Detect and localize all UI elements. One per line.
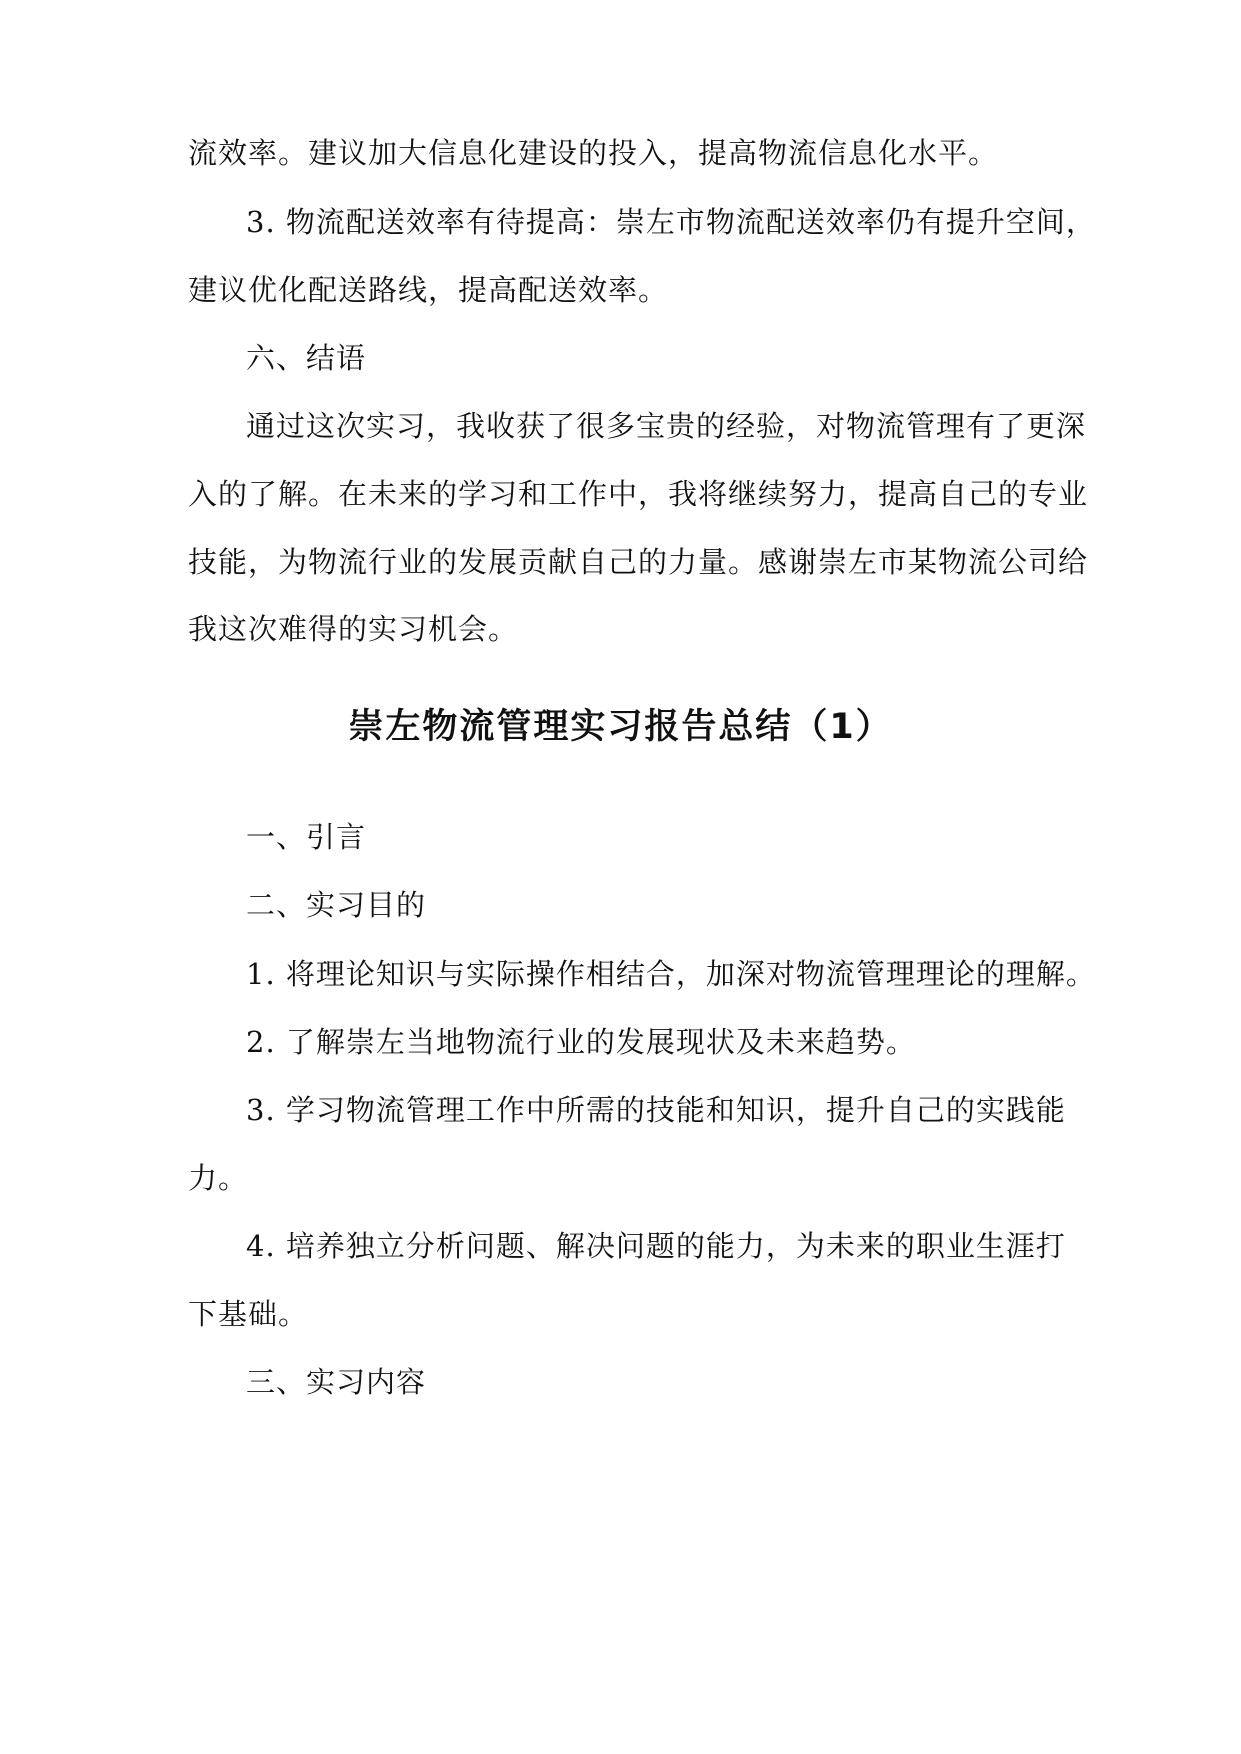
section-heading-purpose: 二、实习目的 [246, 888, 427, 922]
list-item-1: 1. 将理论知识与实际操作相结合，加深对物流管理理论的理解。 [246, 957, 1096, 991]
document-title: 崇左物流管理实习报告总结（1） [348, 707, 893, 747]
section-heading-intro: 一、引言 [246, 820, 367, 854]
paragraph-line: 入的了解。在未来的学习和工作中，我将继续努力，提高自己的专业 [188, 477, 1089, 511]
paragraph-line: 技能，为物流行业的发展贡献自己的力量。感谢崇左市某物流公司给 [188, 545, 1089, 579]
list-item-4-continuation: 下基础。 [188, 1297, 309, 1331]
list-item-3-continuation: 力。 [188, 1161, 249, 1195]
paragraph-line: 建议优化配送路线，提高配送效率。 [188, 273, 669, 307]
paragraph-line: 我这次难得的实习机会。 [188, 612, 519, 646]
list-item-3: 3. 物流配送效率有待提高：崇左市物流配送效率仍有提升空间， [246, 205, 1096, 239]
paragraph-line: 流效率。建议加大信息化建设的投入，提高物流信息化水平。 [188, 136, 999, 170]
list-item-3: 3. 学习物流管理工作中所需的技能和知识，提升自己的实践能 [246, 1093, 1066, 1127]
list-item-2: 2. 了解崇左当地物流行业的发展现状及未来趋势。 [246, 1025, 916, 1059]
section-heading-content: 三、实习内容 [246, 1365, 427, 1399]
section-heading-conclusion: 六、结语 [246, 341, 367, 375]
paragraph-line: 通过这次实习，我收获了很多宝贵的经验，对物流管理有了更深 [246, 409, 1087, 443]
list-item-4: 4. 培养独立分析问题、解决问题的能力，为未来的职业生涯打 [246, 1229, 1066, 1263]
